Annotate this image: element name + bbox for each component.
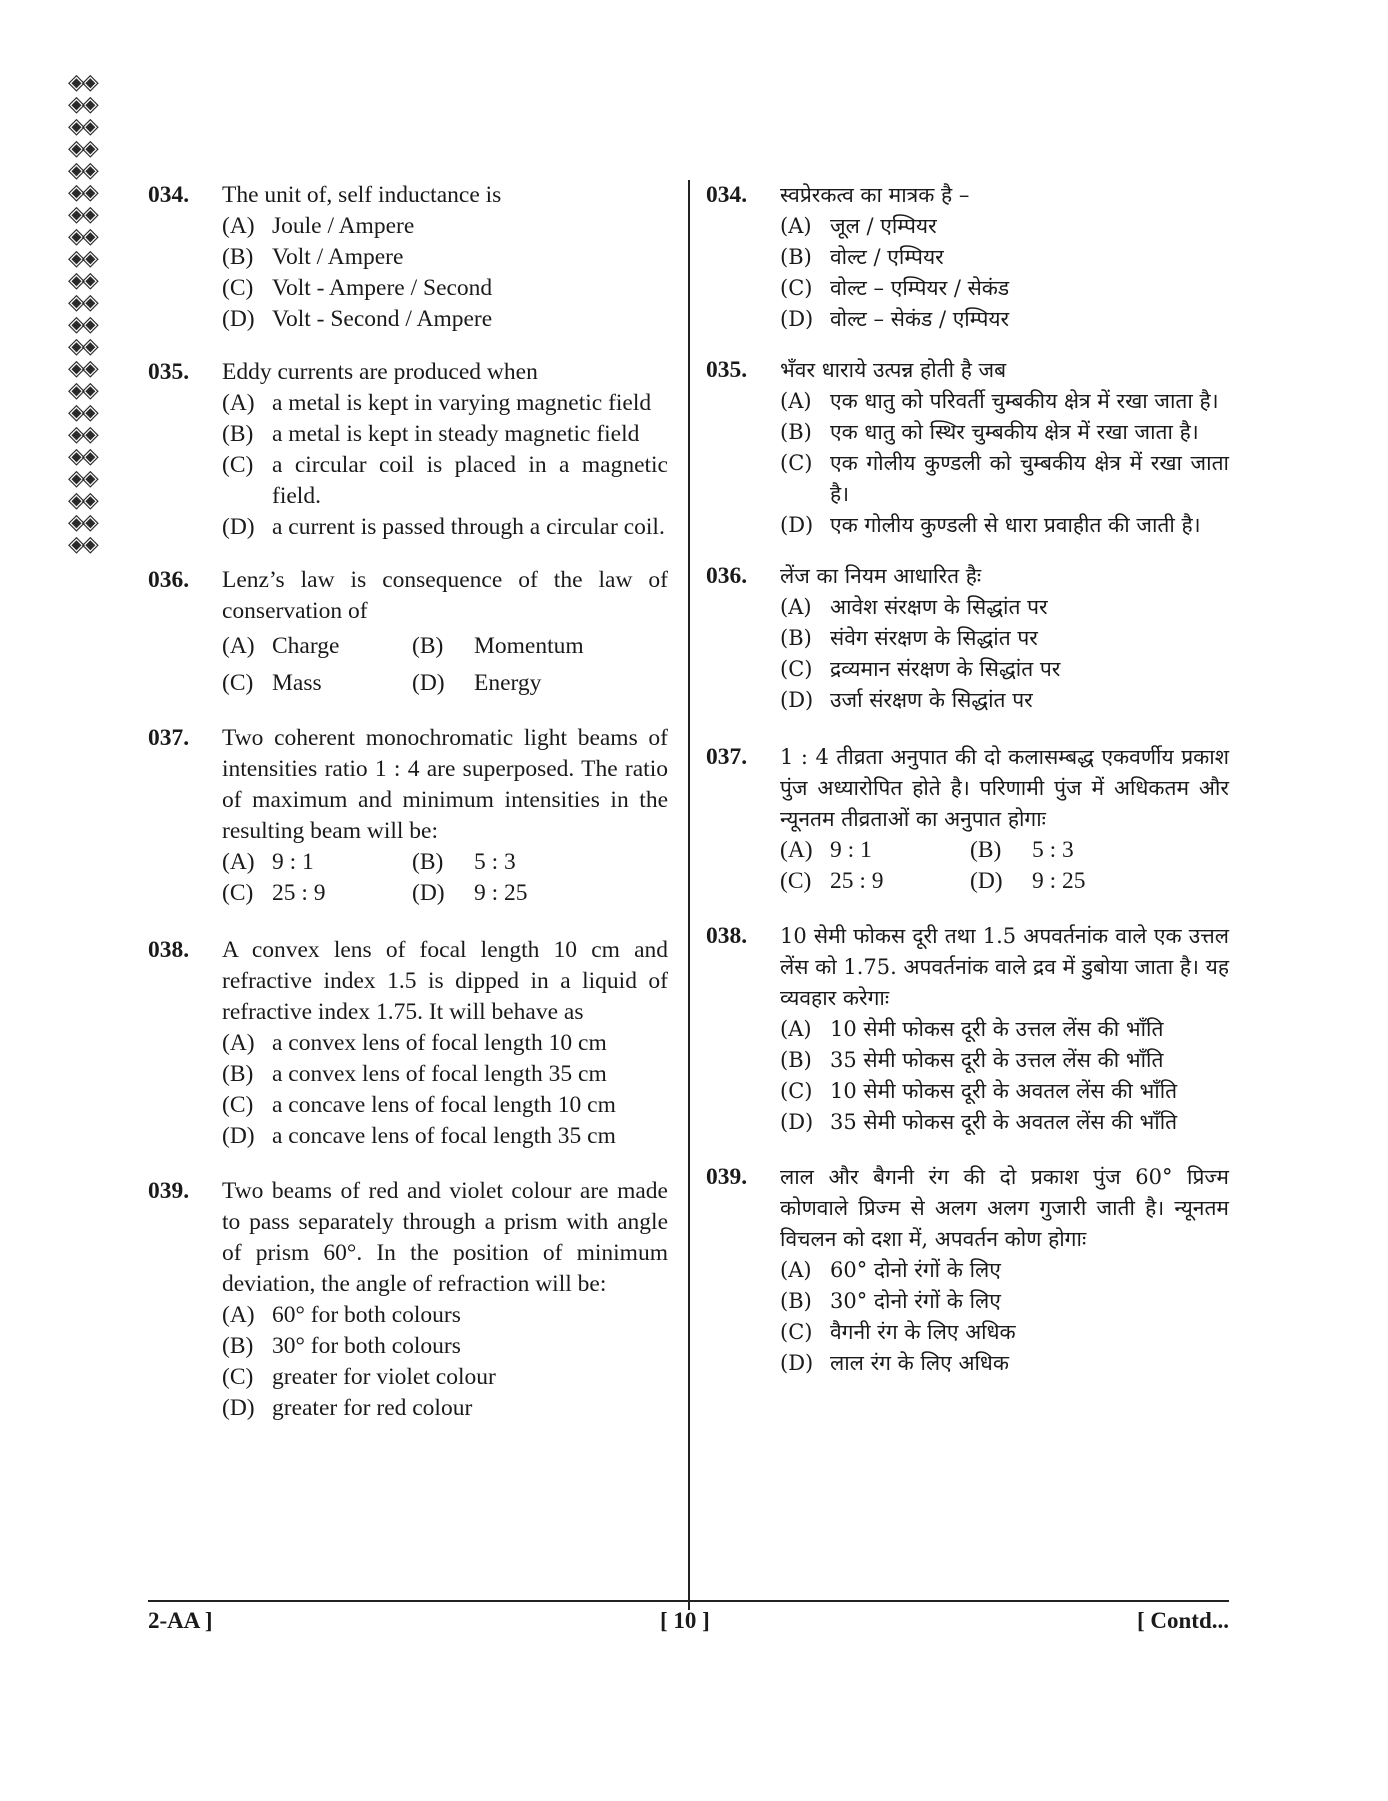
option-label: (C) xyxy=(222,452,254,478)
option-label: (A) xyxy=(780,1258,812,1282)
option-label: (A) xyxy=(222,390,255,416)
pattern-glyph: ◈◈ xyxy=(68,466,96,491)
option-label: (A) xyxy=(780,214,812,238)
option-label: (C) xyxy=(780,1320,813,1344)
option-label: (D) xyxy=(222,514,255,540)
option-text: Charge xyxy=(272,633,340,659)
option-text: greater for red colour xyxy=(272,1395,473,1421)
option xyxy=(970,835,1160,866)
option xyxy=(780,386,1229,417)
option-text: 60° for both colours xyxy=(272,1302,461,1328)
option-text: a metal is kept in varying magnetic field xyxy=(272,390,652,416)
option xyxy=(222,878,412,909)
option xyxy=(222,450,668,512)
option-text: Volt - Second / Ampere xyxy=(272,306,493,332)
question-stem: 10 सेमी फोकस दूरी तथा 1.5 अपवर्तनांक वाले एक उत्तल लेंस को 1.75. अपवर्तनांक वाले द्रव में डुबोया जाता है। यह व्यवहार करेगाः xyxy=(780,924,1229,1010)
option-label: (D) xyxy=(780,1110,814,1134)
option xyxy=(222,1331,668,1362)
option-label: (A) xyxy=(780,837,813,863)
question-number: 034. xyxy=(706,182,748,208)
option xyxy=(222,388,668,419)
option-label: (C) xyxy=(780,657,813,681)
option-text: 9 : 1 xyxy=(830,837,872,863)
option-label: (D) xyxy=(412,670,445,696)
option-label: (A) xyxy=(222,1302,255,1328)
pattern-glyph: ◈◈ xyxy=(68,422,96,447)
pattern-glyph: ◈◈ xyxy=(68,268,96,293)
question-number: 038. xyxy=(706,923,748,949)
question-number: 035. xyxy=(706,357,748,383)
option-text: Energy xyxy=(474,670,542,696)
option xyxy=(222,1362,668,1393)
english-column xyxy=(148,180,668,1424)
option xyxy=(780,1014,1229,1045)
question-stem: A convex lens of focal length 10 cm and refractive index 1.5 is dipped in a liquid of refractive index 1.75. It will behave as xyxy=(222,937,668,1025)
pattern-glyph: ◈◈ xyxy=(68,378,96,403)
question-stem: 1 : 4 तीव्रता अनुपात की दो कलासम्बद्ध एकवर्णीय प्रकाश पुंज अध्यारोपित होते है। परिणामी पुंज में अधिकतम और न्यूनतम तीव्रताओं का अनुपात होगाः xyxy=(780,745,1229,831)
option-text: एक गोलीय कुण्डली से धारा प्रवाहीत की जाती है। xyxy=(830,513,1201,537)
option xyxy=(780,1317,1229,1348)
option-text: एक गोलीय कुण्डली को चुम्बकीय क्षेत्र में रखा जाता है। xyxy=(830,451,1229,506)
option-label: (C) xyxy=(222,1364,254,1390)
option-label: (B) xyxy=(780,420,812,444)
option-label: (A) xyxy=(222,213,255,239)
option xyxy=(222,1300,668,1331)
option-text: वोल्ट / एम्पियर xyxy=(830,245,944,269)
option-text: वोल्ट – एम्पियर / सेकंड xyxy=(830,276,1010,300)
option-text: एक धातु को स्थिर चुम्बकीय क्षेत्र में रखा जाता है। xyxy=(830,420,1199,444)
pattern-glyph: ◈◈ xyxy=(68,114,96,139)
option xyxy=(412,668,602,699)
column-divider xyxy=(688,180,690,1610)
option xyxy=(780,211,1229,242)
option-text: 10 सेमी फोकस दूरी के अवतल लेंस की भाँति xyxy=(830,1079,1178,1103)
option xyxy=(780,835,970,866)
option xyxy=(222,1121,668,1152)
question-038-hi xyxy=(706,921,1229,1138)
option-text: 25 : 9 xyxy=(272,880,326,906)
option-label: (B) xyxy=(412,849,444,875)
option xyxy=(780,273,1229,304)
question-number: 037. xyxy=(148,725,190,751)
option-label: (B) xyxy=(780,626,812,650)
option-label: (C) xyxy=(780,276,813,300)
option-label: (C) xyxy=(222,1092,254,1118)
option-text: आवेश संरक्षण के सिद्धांत पर xyxy=(830,595,1048,619)
question-number: 034. xyxy=(148,182,190,208)
option xyxy=(780,1286,1229,1317)
page-number: [ 10 ] xyxy=(660,1608,710,1633)
option xyxy=(222,1028,668,1059)
option-label: (C) xyxy=(222,880,254,906)
option xyxy=(780,1107,1229,1138)
question-037-en xyxy=(148,723,668,909)
option xyxy=(780,417,1229,448)
question-039-hi xyxy=(706,1162,1229,1379)
option-label: (B) xyxy=(222,421,254,447)
option xyxy=(412,631,602,662)
option xyxy=(222,1393,668,1424)
pattern-glyph: ◈◈ xyxy=(68,246,96,271)
option-text: 35 सेमी फोकस दूरी के उत्तल लेंस की भाँति xyxy=(830,1048,1164,1072)
option-text: 30° दोनो रंगों के लिए xyxy=(830,1289,1001,1313)
option-label: (A) xyxy=(222,1030,255,1056)
question-stem: लाल और बैगनी रंग की दो प्रकाश पुंज 60° प्रिज्म कोणवाले प्रिज्म से अलग अलग गुजारी जाती है। न्यूनतम विचलन को दशा में, अपवर्तन कोण होगाः xyxy=(780,1165,1229,1251)
option-label: (B) xyxy=(412,633,444,659)
question-034-en xyxy=(148,180,668,335)
pattern-glyph: ◈◈ xyxy=(68,400,96,425)
option xyxy=(780,654,1229,685)
option-label: (D) xyxy=(412,880,445,906)
option xyxy=(412,847,602,878)
option xyxy=(780,510,1229,541)
option-label: (D) xyxy=(780,688,814,712)
option-text: संवेग संरक्षण के सिद्धांत पर xyxy=(830,626,1038,650)
option-text: वोल्ट – सेकंड / एम्पियर xyxy=(830,307,1010,331)
option-label: (B) xyxy=(222,1061,254,1087)
question-039-en xyxy=(148,1176,668,1424)
option-label: (D) xyxy=(780,513,814,537)
option-text: Mass xyxy=(272,670,322,696)
pattern-glyph: ◈◈ xyxy=(68,444,96,469)
option-label: (D) xyxy=(780,1351,814,1375)
question-037-hi xyxy=(706,742,1229,897)
option-label: (C) xyxy=(780,451,813,475)
option-text: a concave lens of focal length 10 cm xyxy=(272,1092,616,1118)
option-text: 9 : 25 xyxy=(1032,868,1086,894)
option-text: 10 सेमी फोकस दूरी के उत्तल लेंस की भाँति xyxy=(830,1017,1164,1041)
question-number: 036. xyxy=(148,567,190,593)
question-stem: स्वप्रेरकत्व का मात्रक है – xyxy=(780,183,970,207)
question-number: 036. xyxy=(706,563,748,589)
option xyxy=(222,1090,668,1121)
pattern-glyph: ◈◈ xyxy=(68,532,96,557)
option-text: a convex lens of focal length 35 cm xyxy=(272,1061,607,1087)
question-number: 038. xyxy=(148,937,190,963)
pattern-glyph: ◈◈ xyxy=(68,202,96,227)
option-text: Momentum xyxy=(474,633,584,659)
pattern-glyph: ◈◈ xyxy=(68,180,96,205)
question-036-hi xyxy=(706,561,1229,716)
option-label: (A) xyxy=(222,633,255,659)
option xyxy=(780,1255,1229,1286)
option-label: (B) xyxy=(970,837,1002,863)
option-label: (A) xyxy=(780,389,812,413)
option xyxy=(222,211,668,242)
option xyxy=(780,242,1229,273)
option-label: (D) xyxy=(222,1123,255,1149)
option xyxy=(222,304,668,335)
pattern-glyph: ◈◈ xyxy=(68,356,96,381)
option-label: (C) xyxy=(780,1079,813,1103)
option xyxy=(222,512,668,543)
option xyxy=(780,623,1229,654)
option-text: 5 : 3 xyxy=(1032,837,1074,863)
pattern-glyph: ◈◈ xyxy=(68,510,96,535)
pattern-glyph: ◈◈ xyxy=(68,312,96,337)
option-label: (A) xyxy=(222,849,255,875)
question-stem: Two beams of red and violet colour are made to pass separately through a prism with angle of prism 60°. In the position of minimum deviation, the angle of refraction will be: xyxy=(222,1178,668,1297)
option-label: (A) xyxy=(780,595,812,619)
question-034-hi xyxy=(706,180,1229,335)
option-text: Volt - Ampere / Second xyxy=(272,275,493,301)
option-text: greater for violet colour xyxy=(272,1364,496,1390)
option-text: a concave lens of focal length 35 cm xyxy=(272,1123,616,1149)
option-text: Volt / Ampere xyxy=(272,244,404,270)
option-text: उर्जा संरक्षण के सिद्धांत पर xyxy=(830,688,1033,712)
option-label: (D) xyxy=(780,307,814,331)
decorative-margin-pattern xyxy=(68,70,122,557)
pattern-glyph: ◈◈ xyxy=(68,488,96,513)
option-label: (B) xyxy=(222,244,254,270)
option-text: Joule / Ampere xyxy=(272,213,415,239)
question-stem: लेंज का नियम आधारित हैः xyxy=(780,564,982,588)
pattern-glyph: ◈◈ xyxy=(68,136,96,161)
question-stem: भँवर धाराये उत्पन्न होती है जब xyxy=(780,358,1007,382)
option-label: (D) xyxy=(222,1395,255,1421)
option-text: वैगनी रंग के लिए अधिक xyxy=(830,1320,1016,1344)
question-035-hi xyxy=(706,355,1229,541)
question-stem: Eddy currents are produced when xyxy=(222,359,538,385)
option xyxy=(780,1045,1229,1076)
option xyxy=(780,448,1229,510)
question-number: 037. xyxy=(706,744,748,770)
pattern-glyph: ◈◈ xyxy=(68,92,96,117)
option xyxy=(970,866,1160,897)
option xyxy=(780,685,1229,716)
hindi-column xyxy=(706,180,1229,1379)
option-text: 30° for both colours xyxy=(272,1333,461,1359)
option xyxy=(780,866,970,897)
option-label: (C) xyxy=(780,868,812,894)
option xyxy=(780,304,1229,335)
option-text: a current is passed through a circular coil. xyxy=(272,514,665,540)
option-text: 35 सेमी फोकस दूरी के अवतल लेंस की भाँति xyxy=(830,1110,1178,1134)
question-036-en xyxy=(148,565,668,699)
paper-code: 2-AA ] xyxy=(148,1608,213,1633)
option xyxy=(780,592,1229,623)
pattern-glyph: ◈◈ xyxy=(68,334,96,359)
option xyxy=(222,1059,668,1090)
option-text: a convex lens of focal length 10 cm xyxy=(272,1030,607,1056)
option xyxy=(780,1348,1229,1379)
option-text: 25 : 9 xyxy=(830,868,884,894)
option-label: (D) xyxy=(970,868,1003,894)
option xyxy=(222,242,668,273)
option xyxy=(222,631,412,662)
option xyxy=(222,668,412,699)
option-label: (D) xyxy=(222,306,255,332)
pattern-glyph: ◈◈ xyxy=(68,158,96,183)
option xyxy=(222,273,668,304)
option-label: (B) xyxy=(780,1289,812,1313)
question-stem: Lenz’s law is consequence of the law of conservation of xyxy=(222,567,668,624)
pattern-glyph: ◈◈ xyxy=(68,70,96,95)
footer-rule xyxy=(148,1600,1229,1602)
continued-note: [ Contd... xyxy=(1136,1608,1229,1633)
option-text: a circular coil is placed in a magnetic field. xyxy=(272,452,668,509)
option-text: 9 : 25 xyxy=(474,880,528,906)
question-038-en xyxy=(148,935,668,1152)
option xyxy=(222,847,412,878)
question-number: 039. xyxy=(148,1178,190,1204)
question-number: 039. xyxy=(706,1164,748,1190)
option xyxy=(780,1076,1229,1107)
option-text: जूल / एम्पियर xyxy=(830,214,937,238)
option-label: (C) xyxy=(222,275,254,301)
question-stem: The unit of, self inductance is xyxy=(222,182,502,208)
option xyxy=(412,878,602,909)
option xyxy=(222,419,668,450)
option-text: लाल रंग के लिए अधिक xyxy=(830,1351,1009,1375)
pattern-glyph: ◈◈ xyxy=(68,224,96,249)
option-text: 9 : 1 xyxy=(272,849,314,875)
question-number: 035. xyxy=(148,359,190,385)
option-label: (B) xyxy=(222,1333,254,1359)
option-text: 60° दोनो रंगों के लिए xyxy=(830,1258,1001,1282)
option-text: एक धातु को परिवर्ती चुम्बकीय क्षेत्र में रखा जाता है। xyxy=(830,389,1219,413)
option-text: a metal is kept in steady magnetic field xyxy=(272,421,640,447)
option-label: (C) xyxy=(222,670,254,696)
question-stem: Two coherent monochromatic light beams of intensities ratio 1 : 4 are superposed. The ratio of maximum and minimum intensities in the resulting beam will be: xyxy=(222,725,668,844)
option-label: (B) xyxy=(780,245,812,269)
option-text: 5 : 3 xyxy=(474,849,516,875)
option-text: द्रव्यमान संरक्षण के सिद्धांत पर xyxy=(830,657,1061,681)
pattern-glyph: ◈◈ xyxy=(68,290,96,315)
question-035-en xyxy=(148,357,668,543)
option-label: (A) xyxy=(780,1017,812,1041)
option-label: (B) xyxy=(780,1048,812,1072)
